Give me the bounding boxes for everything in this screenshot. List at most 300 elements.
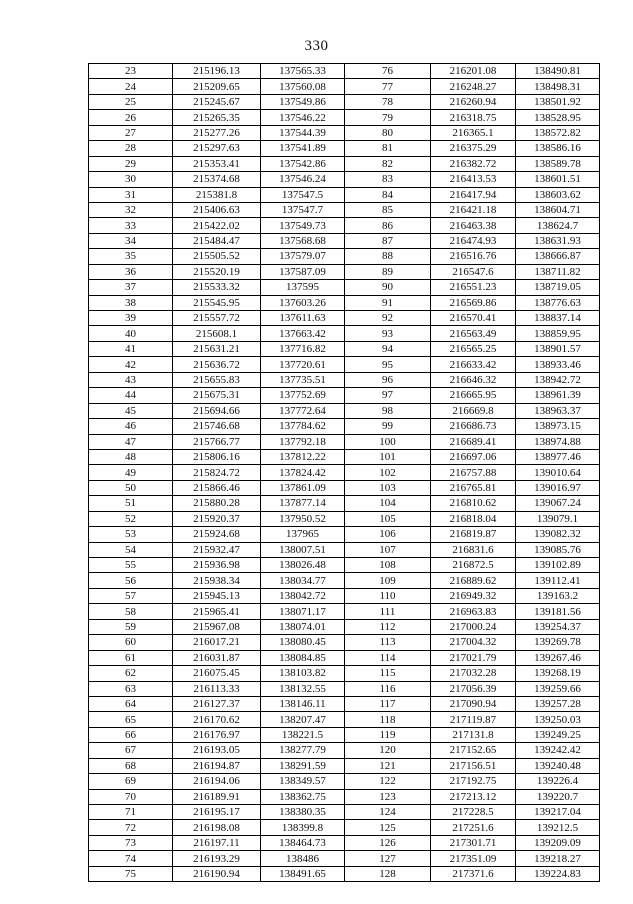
- table-row: [89, 341, 600, 356]
- x-coordinate-cell: 215880.28: [173, 496, 261, 511]
- table-row: [89, 372, 600, 387]
- x-coordinate-cell: 217090.94: [431, 696, 516, 711]
- table-row: [89, 681, 600, 696]
- point-number-cell: 80: [345, 125, 431, 140]
- x-coordinate-cell: 215967.08: [173, 619, 261, 634]
- y-coordinate-cell: 137579.07: [261, 249, 345, 264]
- point-number-cell: 47: [89, 434, 173, 449]
- point-number-cell: 77: [345, 79, 431, 94]
- point-number-cell: 69: [89, 774, 173, 789]
- point-number-cell: 83: [345, 172, 431, 187]
- table-row: [89, 650, 600, 665]
- table-row: [89, 511, 600, 526]
- x-coordinate-cell: 216413.53: [431, 172, 516, 187]
- point-number-cell: 87: [345, 233, 431, 248]
- y-coordinate-cell: 138586.16: [516, 141, 600, 156]
- y-coordinate-cell: 138034.77: [261, 573, 345, 588]
- y-coordinate-cell: 139212.5: [516, 820, 600, 835]
- y-coordinate-cell: 138146.11: [261, 696, 345, 711]
- x-coordinate-cell: 217213.12: [431, 789, 516, 804]
- point-number-cell: 76: [345, 64, 431, 79]
- x-coordinate-cell: 215766.77: [173, 434, 261, 449]
- point-number-cell: 127: [345, 851, 431, 866]
- x-coordinate-cell: 216570.41: [431, 311, 516, 326]
- x-coordinate-cell: 216075.45: [173, 666, 261, 681]
- point-number-cell: 108: [345, 558, 431, 573]
- table-row: [89, 156, 600, 171]
- y-coordinate-cell: 137663.42: [261, 326, 345, 341]
- x-coordinate-cell: 216365.1: [431, 125, 516, 140]
- point-number-cell: 41: [89, 341, 173, 356]
- y-coordinate-cell: 139269.78: [516, 635, 600, 650]
- table-row: [89, 218, 600, 233]
- y-coordinate-cell: 138604.71: [516, 202, 600, 217]
- y-coordinate-cell: 138974.88: [516, 434, 600, 449]
- table-row: [89, 403, 600, 418]
- point-number-cell: 30: [89, 172, 173, 187]
- y-coordinate-cell: 139082.32: [516, 527, 600, 542]
- x-coordinate-cell: 216170.62: [173, 712, 261, 727]
- y-coordinate-cell: 138084.85: [261, 650, 345, 665]
- point-number-cell: 38: [89, 295, 173, 310]
- x-coordinate-cell: 215694.66: [173, 403, 261, 418]
- x-coordinate-cell: 216889.62: [431, 573, 516, 588]
- point-number-cell: 66: [89, 727, 173, 742]
- x-coordinate-cell: 216421.18: [431, 202, 516, 217]
- x-coordinate-cell: 216516.76: [431, 249, 516, 264]
- point-number-cell: 29: [89, 156, 173, 171]
- point-number-cell: 25: [89, 94, 173, 109]
- x-coordinate-cell: 215381.8: [173, 187, 261, 202]
- point-number-cell: 31: [89, 187, 173, 202]
- table-row: [89, 774, 600, 789]
- table-row: [89, 727, 600, 742]
- y-coordinate-cell: 137549.73: [261, 218, 345, 233]
- point-number-cell: 91: [345, 295, 431, 310]
- y-coordinate-cell: 138973.15: [516, 419, 600, 434]
- table-row: [89, 187, 600, 202]
- point-number-cell: 99: [345, 419, 431, 434]
- y-coordinate-cell: 139242.42: [516, 743, 600, 758]
- x-coordinate-cell: 216260.94: [431, 94, 516, 109]
- point-number-cell: 68: [89, 758, 173, 773]
- table-row: [89, 758, 600, 773]
- x-coordinate-cell: 215938.34: [173, 573, 261, 588]
- point-number-cell: 88: [345, 249, 431, 264]
- table-row: [89, 295, 600, 310]
- y-coordinate-cell: 138601.51: [516, 172, 600, 187]
- x-coordinate-cell: 217251.6: [431, 820, 516, 835]
- point-number-cell: 51: [89, 496, 173, 511]
- x-coordinate-cell: 216831.6: [431, 542, 516, 557]
- y-coordinate-cell: 138528.95: [516, 110, 600, 125]
- point-number-cell: 52: [89, 511, 173, 526]
- y-coordinate-cell: 138026.48: [261, 558, 345, 573]
- table-row: [89, 434, 600, 449]
- table-row: [89, 357, 600, 372]
- y-coordinate-cell: 137544.39: [261, 125, 345, 140]
- x-coordinate-cell: 215505.52: [173, 249, 261, 264]
- x-coordinate-cell: 215631.21: [173, 341, 261, 356]
- y-coordinate-cell: 138901.57: [516, 341, 600, 356]
- x-coordinate-cell: 217131.8: [431, 727, 516, 742]
- y-coordinate-cell: 137546.24: [261, 172, 345, 187]
- point-number-cell: 70: [89, 789, 173, 804]
- point-number-cell: 79: [345, 110, 431, 125]
- y-coordinate-cell: 137546.22: [261, 110, 345, 125]
- x-coordinate-cell: 216195.17: [173, 805, 261, 820]
- y-coordinate-cell: 137772.64: [261, 403, 345, 418]
- point-number-cell: 60: [89, 635, 173, 650]
- y-coordinate-cell: 138933.46: [516, 357, 600, 372]
- x-coordinate-cell: 217032.28: [431, 666, 516, 681]
- y-coordinate-cell: 138961.39: [516, 388, 600, 403]
- x-coordinate-cell: 216031.87: [173, 650, 261, 665]
- x-coordinate-cell: 215655.83: [173, 372, 261, 387]
- x-coordinate-cell: 215932.47: [173, 542, 261, 557]
- y-coordinate-cell: 139067.24: [516, 496, 600, 511]
- x-coordinate-cell: 216686.73: [431, 419, 516, 434]
- y-coordinate-cell: 138942.72: [516, 372, 600, 387]
- y-coordinate-cell: 138103.82: [261, 666, 345, 681]
- x-coordinate-cell: 217228.5: [431, 805, 516, 820]
- y-coordinate-cell: 137877.14: [261, 496, 345, 511]
- y-coordinate-cell: 138491.65: [261, 866, 345, 881]
- x-coordinate-cell: 217192.75: [431, 774, 516, 789]
- x-coordinate-cell: 215265.35: [173, 110, 261, 125]
- x-coordinate-cell: 216818.04: [431, 511, 516, 526]
- x-coordinate-cell: 215608.1: [173, 326, 261, 341]
- y-coordinate-cell: 139220.7: [516, 789, 600, 804]
- x-coordinate-cell: 216318.75: [431, 110, 516, 125]
- point-number-cell: 102: [345, 465, 431, 480]
- table-row: [89, 866, 600, 881]
- point-number-cell: 121: [345, 758, 431, 773]
- y-coordinate-cell: 138349.57: [261, 774, 345, 789]
- point-number-cell: 23: [89, 64, 173, 79]
- point-number-cell: 117: [345, 696, 431, 711]
- point-number-cell: 39: [89, 311, 173, 326]
- x-coordinate-cell: 215675.31: [173, 388, 261, 403]
- table-row: [89, 280, 600, 295]
- x-coordinate-cell: 215277.26: [173, 125, 261, 140]
- point-number-cell: 26: [89, 110, 173, 125]
- x-coordinate-cell: 216017.21: [173, 635, 261, 650]
- table-row: [89, 449, 600, 464]
- y-coordinate-cell: 137595: [261, 280, 345, 295]
- table-row: [89, 573, 600, 588]
- y-coordinate-cell: 139181.56: [516, 604, 600, 619]
- point-number-cell: 84: [345, 187, 431, 202]
- table-row: [89, 311, 600, 326]
- x-coordinate-cell: 217156.51: [431, 758, 516, 773]
- y-coordinate-cell: 137560.08: [261, 79, 345, 94]
- x-coordinate-cell: 217152.65: [431, 743, 516, 758]
- y-coordinate-cell: 137565.33: [261, 64, 345, 79]
- y-coordinate-cell: 139268.19: [516, 666, 600, 681]
- point-number-cell: 100: [345, 434, 431, 449]
- point-number-cell: 53: [89, 527, 173, 542]
- y-coordinate-cell: 138207.47: [261, 712, 345, 727]
- y-coordinate-cell: 139254.37: [516, 619, 600, 634]
- table-row: [89, 110, 600, 125]
- y-coordinate-cell: 138486: [261, 851, 345, 866]
- y-coordinate-cell: 138380.35: [261, 805, 345, 820]
- point-number-cell: 94: [345, 341, 431, 356]
- x-coordinate-cell: 216189.91: [173, 789, 261, 804]
- coordinates-table: [88, 63, 600, 882]
- point-number-cell: 40: [89, 326, 173, 341]
- x-coordinate-cell: 216190.94: [173, 866, 261, 881]
- x-coordinate-cell: 215636.72: [173, 357, 261, 372]
- point-number-cell: 37: [89, 280, 173, 295]
- x-coordinate-cell: 216872.5: [431, 558, 516, 573]
- point-number-cell: 34: [89, 233, 173, 248]
- y-coordinate-cell: 138572.82: [516, 125, 600, 140]
- point-number-cell: 109: [345, 573, 431, 588]
- x-coordinate-cell: 215866.46: [173, 480, 261, 495]
- x-coordinate-cell: 217371.6: [431, 866, 516, 881]
- y-coordinate-cell: 137547.7: [261, 202, 345, 217]
- table-row: [89, 558, 600, 573]
- table-row: [89, 64, 600, 79]
- x-coordinate-cell: 217056.39: [431, 681, 516, 696]
- table-row: [89, 696, 600, 711]
- x-coordinate-cell: 217119.87: [431, 712, 516, 727]
- y-coordinate-cell: 139249.25: [516, 727, 600, 742]
- x-coordinate-cell: 216193.05: [173, 743, 261, 758]
- y-coordinate-cell: 137752.69: [261, 388, 345, 403]
- y-coordinate-cell: 138071.17: [261, 604, 345, 619]
- x-coordinate-cell: 217351.09: [431, 851, 516, 866]
- point-number-cell: 64: [89, 696, 173, 711]
- table-row: [89, 125, 600, 140]
- table-row: [89, 141, 600, 156]
- point-number-cell: 44: [89, 388, 173, 403]
- point-number-cell: 75: [89, 866, 173, 881]
- point-number-cell: 43: [89, 372, 173, 387]
- point-number-cell: 111: [345, 604, 431, 619]
- y-coordinate-cell: 137861.09: [261, 480, 345, 495]
- point-number-cell: 113: [345, 635, 431, 650]
- x-coordinate-cell: 216176.97: [173, 727, 261, 742]
- y-coordinate-cell: 138631.93: [516, 233, 600, 248]
- point-number-cell: 116: [345, 681, 431, 696]
- table-row: [89, 202, 600, 217]
- y-coordinate-cell: 137784.62: [261, 419, 345, 434]
- x-coordinate-cell: 215353.41: [173, 156, 261, 171]
- table-row: [89, 789, 600, 804]
- x-coordinate-cell: 217000.24: [431, 619, 516, 634]
- x-coordinate-cell: 215520.19: [173, 264, 261, 279]
- point-number-cell: 27: [89, 125, 173, 140]
- table-row: [89, 619, 600, 634]
- table-row: [89, 527, 600, 542]
- y-coordinate-cell: 137587.09: [261, 264, 345, 279]
- y-coordinate-cell: 138776.63: [516, 295, 600, 310]
- y-coordinate-cell: 138859.95: [516, 326, 600, 341]
- y-coordinate-cell: 138711.82: [516, 264, 600, 279]
- x-coordinate-cell: 216113.33: [173, 681, 261, 696]
- y-coordinate-cell: 139209.09: [516, 835, 600, 850]
- table-row: [89, 542, 600, 557]
- point-number-cell: 120: [345, 743, 431, 758]
- point-number-cell: 46: [89, 419, 173, 434]
- table-row: [89, 172, 600, 187]
- x-coordinate-cell: 216463.38: [431, 218, 516, 233]
- point-number-cell: 101: [345, 449, 431, 464]
- x-coordinate-cell: 216127.37: [173, 696, 261, 711]
- x-coordinate-cell: 216417.94: [431, 187, 516, 202]
- point-number-cell: 72: [89, 820, 173, 835]
- x-coordinate-cell: 216547.6: [431, 264, 516, 279]
- y-coordinate-cell: 138007.51: [261, 542, 345, 557]
- point-number-cell: 107: [345, 542, 431, 557]
- x-coordinate-cell: 215545.95: [173, 295, 261, 310]
- y-coordinate-cell: 137792.18: [261, 434, 345, 449]
- table-row: [89, 851, 600, 866]
- y-coordinate-cell: 138589.78: [516, 156, 600, 171]
- x-coordinate-cell: 215245.67: [173, 94, 261, 109]
- page-number: 330: [304, 38, 329, 54]
- x-coordinate-cell: 216646.32: [431, 372, 516, 387]
- x-coordinate-cell: 216633.42: [431, 357, 516, 372]
- y-coordinate-cell: 138837.14: [516, 311, 600, 326]
- x-coordinate-cell: 216563.49: [431, 326, 516, 341]
- y-coordinate-cell: 137735.51: [261, 372, 345, 387]
- y-coordinate-cell: 138080.45: [261, 635, 345, 650]
- y-coordinate-cell: 138719.05: [516, 280, 600, 295]
- y-coordinate-cell: 139267.46: [516, 650, 600, 665]
- y-coordinate-cell: 139102.89: [516, 558, 600, 573]
- x-coordinate-cell: 216669.8: [431, 403, 516, 418]
- y-coordinate-cell: 137541.89: [261, 141, 345, 156]
- point-number-cell: 104: [345, 496, 431, 511]
- y-coordinate-cell: 139224.83: [516, 866, 600, 881]
- point-number-cell: 89: [345, 264, 431, 279]
- point-number-cell: 65: [89, 712, 173, 727]
- y-coordinate-cell: 138277.79: [261, 743, 345, 758]
- point-number-cell: 82: [345, 156, 431, 171]
- x-coordinate-cell: 215196.13: [173, 64, 261, 79]
- table-row: [89, 264, 600, 279]
- y-coordinate-cell: 137824.42: [261, 465, 345, 480]
- x-coordinate-cell: 216201.08: [431, 64, 516, 79]
- y-coordinate-cell: 138666.87: [516, 249, 600, 264]
- x-coordinate-cell: 216810.62: [431, 496, 516, 511]
- table-row: [89, 94, 600, 109]
- point-number-cell: 86: [345, 218, 431, 233]
- x-coordinate-cell: 216194.06: [173, 774, 261, 789]
- x-coordinate-cell: 215924.68: [173, 527, 261, 542]
- x-coordinate-cell: 215965.41: [173, 604, 261, 619]
- y-coordinate-cell: 139257.28: [516, 696, 600, 711]
- x-coordinate-cell: 215533.32: [173, 280, 261, 295]
- y-coordinate-cell: 137542.86: [261, 156, 345, 171]
- y-coordinate-cell: 139250.03: [516, 712, 600, 727]
- x-coordinate-cell: 216819.87: [431, 527, 516, 542]
- table-row: [89, 666, 600, 681]
- x-coordinate-cell: 216375.29: [431, 141, 516, 156]
- table-row: [89, 820, 600, 835]
- table-row: [89, 249, 600, 264]
- x-coordinate-cell: 216551.23: [431, 280, 516, 295]
- point-number-cell: 92: [345, 311, 431, 326]
- y-coordinate-cell: 139163.2: [516, 588, 600, 603]
- y-coordinate-cell: 138464.73: [261, 835, 345, 850]
- y-coordinate-cell: 137568.68: [261, 233, 345, 248]
- y-coordinate-cell: 138042.72: [261, 588, 345, 603]
- y-coordinate-cell: 139010.64: [516, 465, 600, 480]
- point-number-cell: 126: [345, 835, 431, 850]
- x-coordinate-cell: 216697.06: [431, 449, 516, 464]
- y-coordinate-cell: 138399.8: [261, 820, 345, 835]
- y-coordinate-cell: 138132.55: [261, 681, 345, 696]
- x-coordinate-cell: 215746.68: [173, 419, 261, 434]
- x-coordinate-cell: 215209.65: [173, 79, 261, 94]
- x-coordinate-cell: 217021.79: [431, 650, 516, 665]
- y-coordinate-cell: 139259.66: [516, 681, 600, 696]
- y-coordinate-cell: 138977.46: [516, 449, 600, 464]
- table-row: [89, 496, 600, 511]
- y-coordinate-cell: 139016.97: [516, 480, 600, 495]
- x-coordinate-cell: 217301.71: [431, 835, 516, 850]
- x-coordinate-cell: 215936.98: [173, 558, 261, 573]
- y-coordinate-cell: 137549.86: [261, 94, 345, 109]
- point-number-cell: 103: [345, 480, 431, 495]
- x-coordinate-cell: 215422.02: [173, 218, 261, 233]
- point-number-cell: 123: [345, 789, 431, 804]
- point-number-cell: 56: [89, 573, 173, 588]
- y-coordinate-cell: 138963.37: [516, 403, 600, 418]
- point-number-cell: 73: [89, 835, 173, 850]
- table-row: [89, 805, 600, 820]
- point-number-cell: 36: [89, 264, 173, 279]
- point-number-cell: 85: [345, 202, 431, 217]
- y-coordinate-cell: 138603.62: [516, 187, 600, 202]
- point-number-cell: 24: [89, 79, 173, 94]
- x-coordinate-cell: 216569.86: [431, 295, 516, 310]
- coordinates-table-body: [89, 64, 600, 882]
- point-number-cell: 71: [89, 805, 173, 820]
- point-number-cell: 58: [89, 604, 173, 619]
- y-coordinate-cell: 139217.04: [516, 805, 600, 820]
- table-row: [89, 326, 600, 341]
- x-coordinate-cell: 216689.41: [431, 434, 516, 449]
- x-coordinate-cell: 215557.72: [173, 311, 261, 326]
- table-row: [89, 835, 600, 850]
- point-number-cell: 61: [89, 650, 173, 665]
- point-number-cell: 106: [345, 527, 431, 542]
- table-row: [89, 743, 600, 758]
- point-number-cell: 78: [345, 94, 431, 109]
- point-number-cell: 119: [345, 727, 431, 742]
- x-coordinate-cell: 215945.13: [173, 588, 261, 603]
- y-coordinate-cell: 137611.63: [261, 311, 345, 326]
- x-coordinate-cell: 215920.37: [173, 511, 261, 526]
- point-number-cell: 45: [89, 403, 173, 418]
- x-coordinate-cell: 216665.95: [431, 388, 516, 403]
- x-coordinate-cell: 216197.11: [173, 835, 261, 850]
- y-coordinate-cell: 137603.26: [261, 295, 345, 310]
- point-number-cell: 90: [345, 280, 431, 295]
- x-coordinate-cell: 216382.72: [431, 156, 516, 171]
- y-coordinate-cell: 137965: [261, 527, 345, 542]
- point-number-cell: 74: [89, 851, 173, 866]
- table-row: [89, 233, 600, 248]
- point-number-cell: 115: [345, 666, 431, 681]
- point-number-cell: 110: [345, 588, 431, 603]
